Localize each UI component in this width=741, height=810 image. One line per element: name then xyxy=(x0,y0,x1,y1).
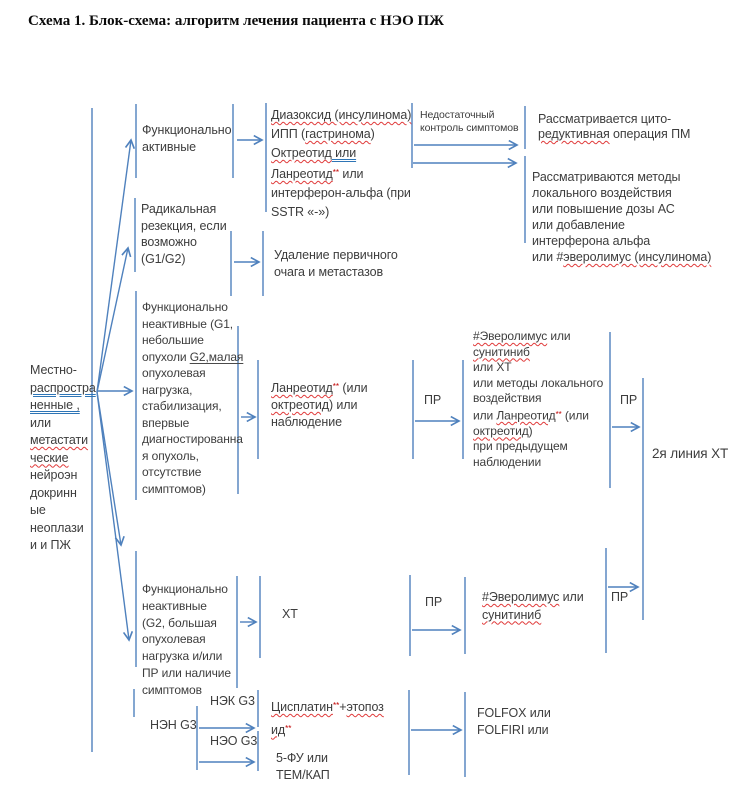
text-line: или методы локального xyxy=(473,375,604,390)
text-line: нагрузка и/или xyxy=(142,649,223,664)
text-line: резекция, если xyxy=(141,218,227,233)
text-line: наблюдении xyxy=(473,454,542,469)
text-line: локального воздействия xyxy=(532,186,672,200)
node-radical-resection xyxy=(141,201,227,267)
text-line: интерферон-альфа (при xyxy=(271,185,411,200)
text-line: ТЕМ/КАП xyxy=(276,768,330,782)
text-line: очага и метастазов xyxy=(274,264,384,279)
text-line: симптомов) xyxy=(142,481,206,496)
text-line: наблюдение xyxy=(271,414,342,429)
node-second-line-ct: 2я линия ХТ xyxy=(652,446,729,461)
text-line: октреотид) или xyxy=(271,397,358,412)
node-cytoreductive-surgery xyxy=(538,112,690,142)
text-line: неактивные (G1, xyxy=(142,316,234,331)
label-pr-1: ПР xyxy=(424,393,442,407)
text-line: SSTR «-») xyxy=(271,204,330,219)
label-pr-2: ПР xyxy=(620,393,638,407)
text-line: интерферона альфа xyxy=(532,234,651,248)
text-line: воздействия xyxy=(473,391,542,405)
text-line: опухоли G2,малая xyxy=(142,349,244,364)
text-line: #Эверолимус или xyxy=(473,329,571,343)
text-line: симптомов xyxy=(142,682,202,697)
text-line: Недостаточный xyxy=(420,109,495,121)
text-line: (G2, большая xyxy=(142,615,217,630)
text-line: сунитиниб xyxy=(473,344,530,359)
text-line: опухолевая xyxy=(142,632,206,647)
text-line: Ланреотид** (или xyxy=(271,380,368,395)
text-line: Октреотид или xyxy=(271,146,357,160)
node-lanreotide-observation xyxy=(271,378,367,431)
node-neo-g3: НЭО G3 xyxy=(210,734,258,748)
text-line: докринн xyxy=(30,485,77,500)
node-nek-g3: НЭК G3 xyxy=(210,694,255,708)
text-line: неоплази xyxy=(30,520,84,535)
text-line: ПР или наличие xyxy=(142,665,231,680)
text-line: Функционально xyxy=(142,582,228,596)
text-line: Цисплатин**+этопоз xyxy=(271,699,384,714)
figure-title: Схема 1. Блок-схема: алгоритм лечения пациента с НЭО ПЖ xyxy=(28,13,445,29)
text-line: сунитиниб xyxy=(482,607,542,622)
text-line: опухолевая xyxy=(142,366,206,380)
text-line: контроль симптомов xyxy=(420,121,519,134)
text-line: неактивные xyxy=(142,598,207,613)
text-line: небольшие xyxy=(142,333,204,347)
text-line: ческие xyxy=(30,450,69,465)
label-insufficient-control xyxy=(420,109,519,134)
text-line: ид** xyxy=(271,722,292,737)
text-line: и и ПЖ xyxy=(30,538,71,552)
text-line: FOLFIRI или xyxy=(477,722,549,737)
node-functionally-inactive-g2 xyxy=(142,581,231,699)
node-nen-g3: НЭН G3 xyxy=(150,718,197,732)
node-fu-tem-cap xyxy=(276,750,330,784)
text-line: Рассматривается цито- xyxy=(538,112,672,126)
text-line: Радикальная xyxy=(141,202,217,216)
text-line: или повышение дозы АС xyxy=(532,202,675,216)
node-primary-removal xyxy=(274,247,398,280)
text-line: или #эверолимус (инсулинома) xyxy=(532,250,712,264)
node-chemotherapy: ХТ xyxy=(282,607,298,621)
node-local-methods xyxy=(532,169,711,265)
label-pr-4: ПР xyxy=(611,590,629,604)
text-line: Функционально xyxy=(142,123,232,137)
node-functionally-active xyxy=(142,122,231,156)
node-everolimus-sunitinib xyxy=(482,589,584,624)
text-line: нагрузка, xyxy=(142,382,193,397)
text-line: ИПП (гастринома) xyxy=(271,127,375,141)
text-line: Удаление первичного xyxy=(274,248,398,262)
text-line: или добавление xyxy=(532,218,625,232)
text-line: FOLFOX или xyxy=(477,706,551,720)
node-diazoxide-options xyxy=(271,106,411,222)
text-line: или Ланреотид** (или xyxy=(473,408,589,423)
node-everolimus-options xyxy=(473,329,603,470)
text-line: Функционально xyxy=(142,300,228,314)
text-line: Рассматриваются методы xyxy=(532,170,681,184)
text-line: Местно- xyxy=(30,363,77,377)
text-line: (G1/G2) xyxy=(141,251,186,266)
text-line: возможно xyxy=(141,235,197,249)
text-line: #Эверолимус или xyxy=(482,590,584,604)
text-line: или xyxy=(30,415,51,430)
text-line: 5-ФУ или xyxy=(276,751,328,765)
label-pr-3: ПР xyxy=(425,595,443,609)
text-line: редуктивная операция ПМ xyxy=(538,127,691,141)
text-line: Диазоксид (инсулинома) xyxy=(271,108,412,122)
text-line: Ланреотид** или xyxy=(271,166,364,181)
text-line: впервые xyxy=(142,415,190,430)
text-line: активные xyxy=(142,140,196,154)
text-line: ые xyxy=(30,503,46,517)
node-cisplatin-etoposide xyxy=(271,695,384,741)
node-folfox-folfiri xyxy=(477,705,551,738)
text-line: я опухоль, xyxy=(142,448,199,463)
text-line: нейроэн xyxy=(30,468,78,482)
text-line: распростра xyxy=(30,380,96,395)
text-line: отсутствие xyxy=(142,465,202,479)
text-line: октреотид) xyxy=(473,423,533,438)
text-line: при предыдущем xyxy=(473,439,568,454)
text-line: стабилизация, xyxy=(142,399,222,413)
text-line: ненные , xyxy=(30,398,80,412)
node-root-diagnosis xyxy=(30,362,96,555)
text-line: метастати xyxy=(30,433,88,447)
text-line: диагностированна xyxy=(142,432,243,446)
node-functionally-inactive-g1 xyxy=(142,299,243,497)
text-line: или ХТ xyxy=(473,360,512,374)
